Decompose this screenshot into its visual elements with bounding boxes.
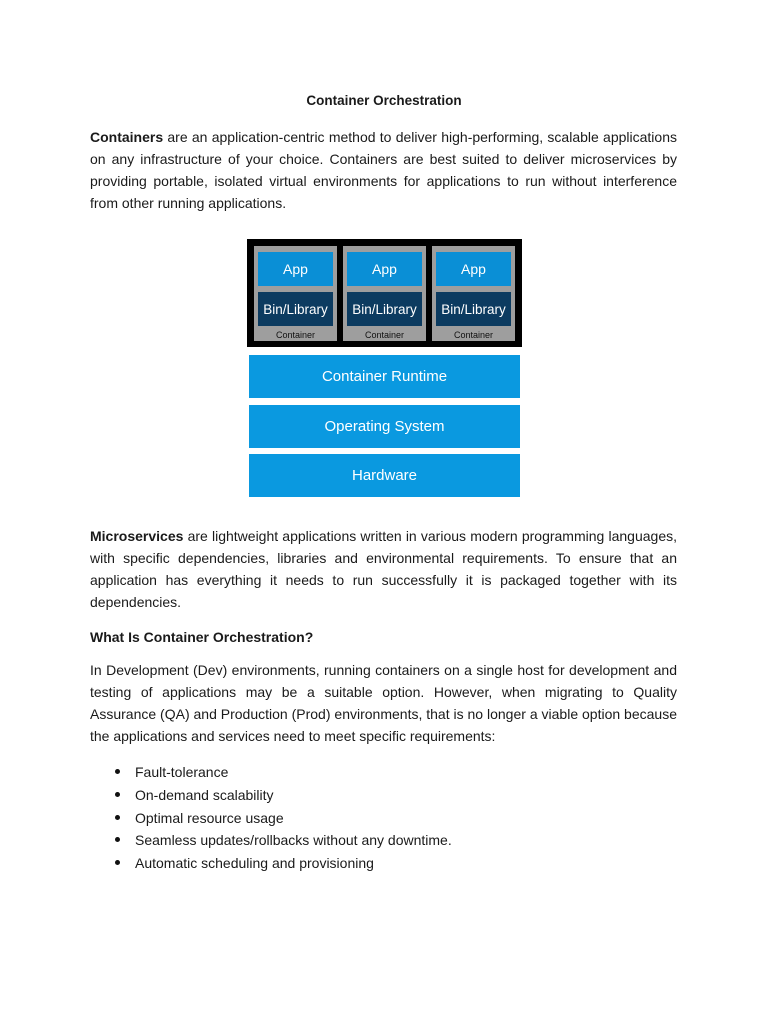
bullet-icon: [115, 769, 120, 774]
operating-system-layer: Operating System: [249, 405, 520, 448]
orchestration-paragraph: In Development (Dev) environments, running containers on a single host for development and testing of applications may be a suitable option. However, when migrating to Quality Assurance (QA) and Production (Prod) environments, that is no longer a viable option because the applications and services need to meet specific requirements:: [90, 662, 677, 744]
bin-library-block: Bin/Library: [347, 292, 422, 326]
container-box: [343, 246, 426, 341]
microservices-lead-term: Microservices: [90, 528, 184, 544]
list-item: [112, 784, 452, 807]
container-box: [432, 246, 515, 341]
intro-lead-term: Containers: [90, 129, 164, 145]
container-stack-diagram: [247, 239, 522, 499]
bullet-icon: [115, 860, 120, 865]
container-label: Container: [364, 330, 405, 340]
bullet-icon: [115, 815, 120, 820]
list-item: [112, 829, 452, 852]
bullet-icon: [115, 837, 120, 842]
list-item-text: Optimal resource usage: [135, 809, 284, 826]
container-label: Container: [275, 330, 316, 340]
app-block: App: [258, 252, 333, 286]
hardware-layer: Hardware: [249, 454, 520, 497]
list-item: [112, 852, 452, 875]
app-block: App: [436, 252, 511, 286]
containers-frame: [247, 239, 522, 347]
list-item: [112, 761, 452, 784]
microservices-paragraph: [90, 525, 677, 613]
bullet-icon: [115, 792, 120, 797]
list-item-text: Automatic scheduling and provisioning: [135, 855, 374, 872]
list-item-text: Seamless updates/rollbacks without any downtime.: [135, 832, 452, 849]
bin-library-block: Bin/Library: [258, 292, 333, 326]
intro-paragraph: [90, 126, 677, 214]
page-title: Container Orchestration: [306, 93, 462, 108]
intro-text: are an application-centric method to deliver high-performing, scalable applications on any infrastructure of your choice. Containers are best suited to deliver microservices by providing portable, isolated virtual environments for applications to run without interference from other running applications.: [90, 129, 677, 211]
container-box: [254, 246, 337, 341]
list-item: [112, 807, 452, 830]
list-item-text: On-demand scalability: [135, 786, 274, 803]
app-block: App: [347, 252, 422, 286]
container-label: Container: [453, 330, 494, 340]
requirements-list: [112, 761, 452, 875]
microservices-text: are lightweight applications written in various modern programming languages, with specific dependencies, libraries and environmental requirements. To ensure that an application has everything it needs to run successfully it is packaged together with its dependencies.: [90, 528, 677, 610]
section-heading: What Is Container Orchestration?: [90, 629, 314, 645]
container-runtime-layer: Container Runtime: [249, 355, 520, 398]
list-item-text: Fault-tolerance: [135, 764, 229, 780]
bin-library-block: Bin/Library: [436, 292, 511, 326]
